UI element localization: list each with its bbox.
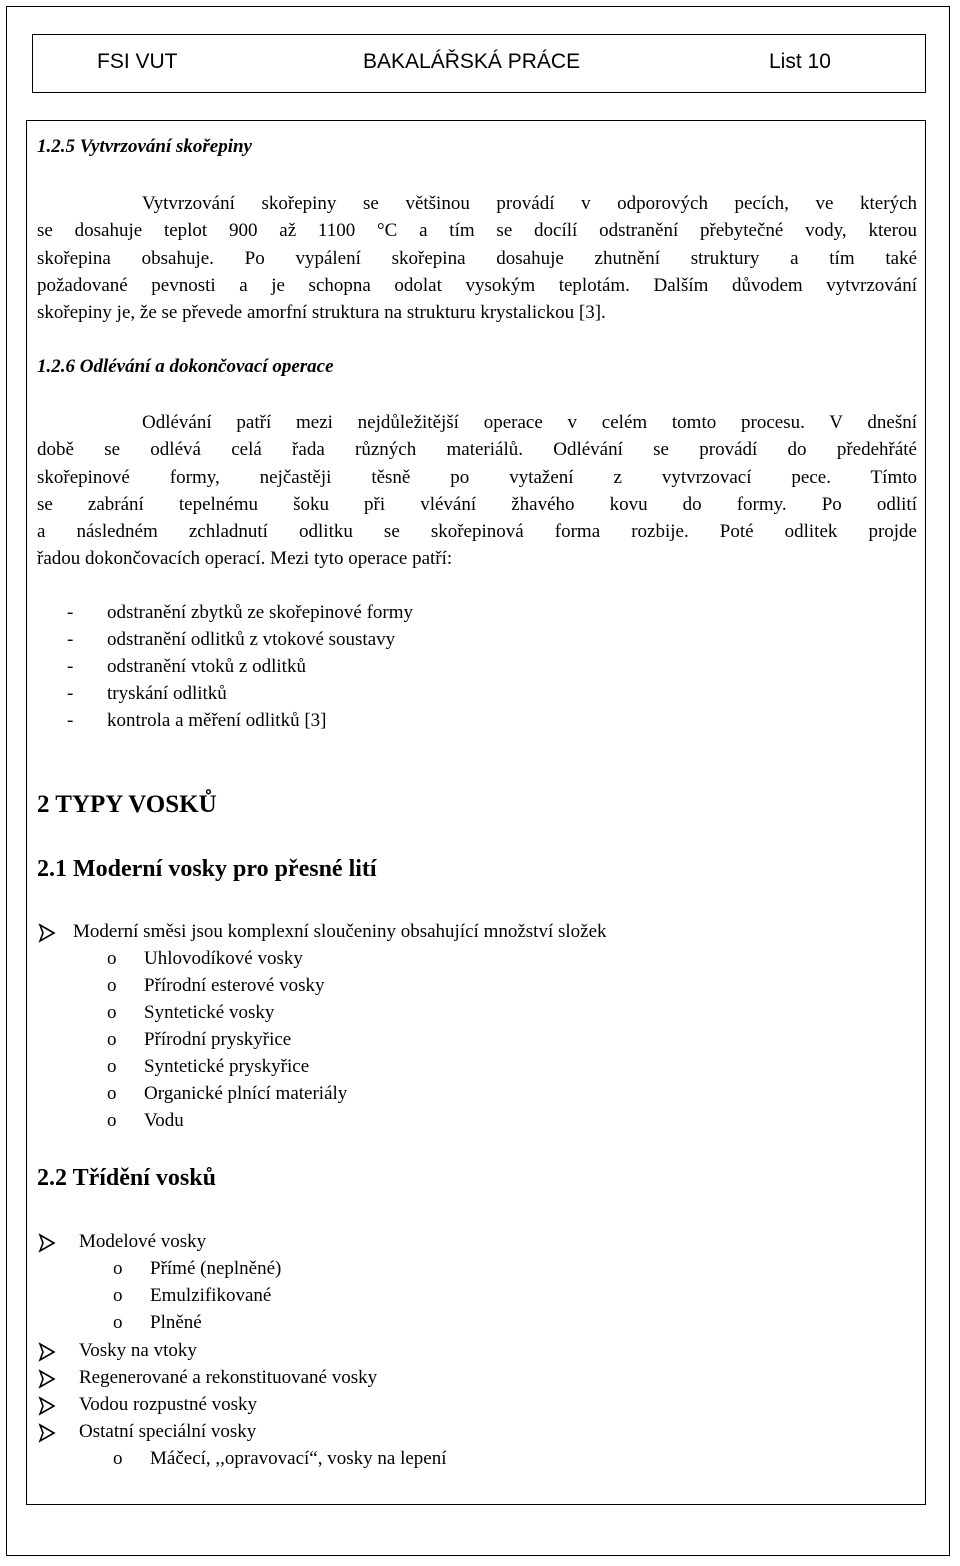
arrowhead-bullet-icon	[37, 1233, 57, 1253]
bullet-item	[37, 1418, 257, 1445]
bullet-text: Moderní směsi jsou komplexní sloučeniny obsahující množství složek	[73, 921, 607, 942]
bullet-item	[37, 1228, 207, 1255]
dash-marker: -	[67, 629, 74, 650]
list-item-text: Emulzifikované	[150, 1285, 272, 1306]
header-thesis-type: BAKALÁŘSKÁ PRÁCE	[363, 50, 581, 73]
list-item-text: Máčecí, ,,opravovací“, vosky na lepení	[150, 1448, 447, 1469]
circle-marker: o	[107, 1110, 117, 1131]
text-line: skořepiny je, že se převede amorfní struktura na strukturu krystalickou [3].	[37, 302, 606, 324]
dash-marker: -	[67, 710, 74, 731]
text-line: se zabrání tepelnému šoku při vlévání žhavého kovu do formy. Po odlití	[37, 493, 917, 515]
arrowhead-bullet-icon	[37, 1396, 57, 1416]
list-item-text: Organické plnící materiály	[144, 1083, 348, 1104]
circle-marker: o	[113, 1285, 123, 1306]
text-line: požadované pevnosti a je schopna odolat vysokým teplotám. Dalším důvodem vytvrzování	[37, 274, 917, 296]
section-heading-1-2-5: 1.2.5 Vytvrzování skořepiny	[37, 136, 252, 157]
arrowhead-bullet-icon	[37, 1369, 57, 1389]
bullet-text: Regenerované a rekonstituované vosky	[79, 1367, 378, 1388]
arrowhead-bullet-icon	[37, 923, 57, 943]
header-faculty: FSI VUT	[97, 50, 178, 73]
list-item-text: Uhlovodíkové vosky	[144, 948, 303, 969]
dash-marker: -	[67, 656, 74, 677]
section-heading-2-1: 2.1 Moderní vosky pro přesné lití	[37, 856, 377, 882]
arrowhead-bullet-icon	[37, 1423, 57, 1443]
chapter-heading-2: 2 TYPY VOSKŮ	[37, 791, 217, 818]
content-frame	[26, 120, 926, 1505]
circle-marker: o	[107, 948, 117, 969]
text-line: Odlévání patří mezi nejdůležitější operace v celém tomto procesu. V dnešní	[142, 412, 917, 433]
text-line: řadou dokončovacích operací. Mezi tyto operace patří:	[37, 548, 453, 570]
bullet-text: Modelové vosky	[79, 1231, 207, 1252]
text-line: skořepinové formy, nejčastěji těsně po vytažení z vytvrzovací pece. Tímto	[37, 466, 917, 488]
section-heading-2-2: 2.2 Třídění vosků	[37, 1165, 216, 1191]
text-line: době se odlévá celá řada různých materiálů. Odlévání se provádí do předehřáté	[37, 439, 917, 461]
list-item-text: Přímé (neplněné)	[150, 1258, 282, 1279]
text-line: Vytvrzování skořepiny se většinou provádí v odporových pecích, ve kterých	[142, 193, 917, 214]
header-page-number: List 10	[769, 50, 831, 73]
dash-marker: -	[67, 683, 74, 704]
arrowhead-bullet-icon	[37, 1342, 57, 1362]
circle-marker: o	[113, 1312, 123, 1333]
dash-marker: -	[67, 602, 74, 623]
text-line: se dosahuje teplot 900 až 1100 °C a tím se docílí odstranění přebytečné vody, kterou	[37, 220, 917, 242]
bullet-item	[37, 1337, 197, 1364]
bullet-text: Vodou rozpustné vosky	[79, 1394, 258, 1415]
list-item-text: Přírodní pryskyřice	[144, 1029, 292, 1050]
circle-marker: o	[107, 1029, 117, 1050]
bullet-item	[37, 1364, 378, 1391]
bullet-text: Vosky na vtoky	[79, 1340, 197, 1361]
circle-marker: o	[107, 975, 117, 996]
bullet-item	[37, 918, 607, 945]
circle-marker: o	[107, 1002, 117, 1023]
list-item-text: Syntetické vosky	[144, 1002, 275, 1023]
list-item-text: odstranění odlitků z vtokové soustavy	[107, 629, 396, 650]
paragraph-1-2-5	[37, 190, 917, 326]
list-item-text: odstranění zbytků ze skořepinové formy	[107, 602, 414, 623]
text-line: a následném zchladnutí odlitku se skořepinová forma rozbije. Poté odlitek projde	[37, 521, 917, 543]
section-heading-1-2-6: 1.2.6 Odlévání a dokončovací operace	[37, 356, 334, 377]
list-item-text: Vodu	[144, 1110, 184, 1131]
circle-marker: o	[113, 1258, 123, 1279]
list-item-text: Syntetické pryskyřice	[144, 1056, 310, 1077]
text-line: skořepina obsahuje. Po vypálení skořepina dosahuje zhutnění struktury a tím také	[37, 247, 917, 269]
list-item-text: tryskání odlitků	[107, 683, 227, 704]
circle-marker: o	[107, 1056, 117, 1077]
list-item-text: Přírodní esterové vosky	[144, 975, 325, 996]
circle-marker: o	[107, 1083, 117, 1104]
list-item-text: Plněné	[150, 1312, 202, 1333]
list-item-text: odstranění vtoků z odlitků	[107, 656, 306, 677]
bullet-text: Ostatní speciální vosky	[79, 1421, 257, 1442]
circle-marker: o	[113, 1448, 123, 1469]
paragraph-1-2-6	[37, 409, 917, 573]
list-item-text: kontrola a měření odlitků [3]	[107, 710, 327, 731]
page-header	[32, 34, 926, 93]
bullet-item	[37, 1391, 258, 1418]
